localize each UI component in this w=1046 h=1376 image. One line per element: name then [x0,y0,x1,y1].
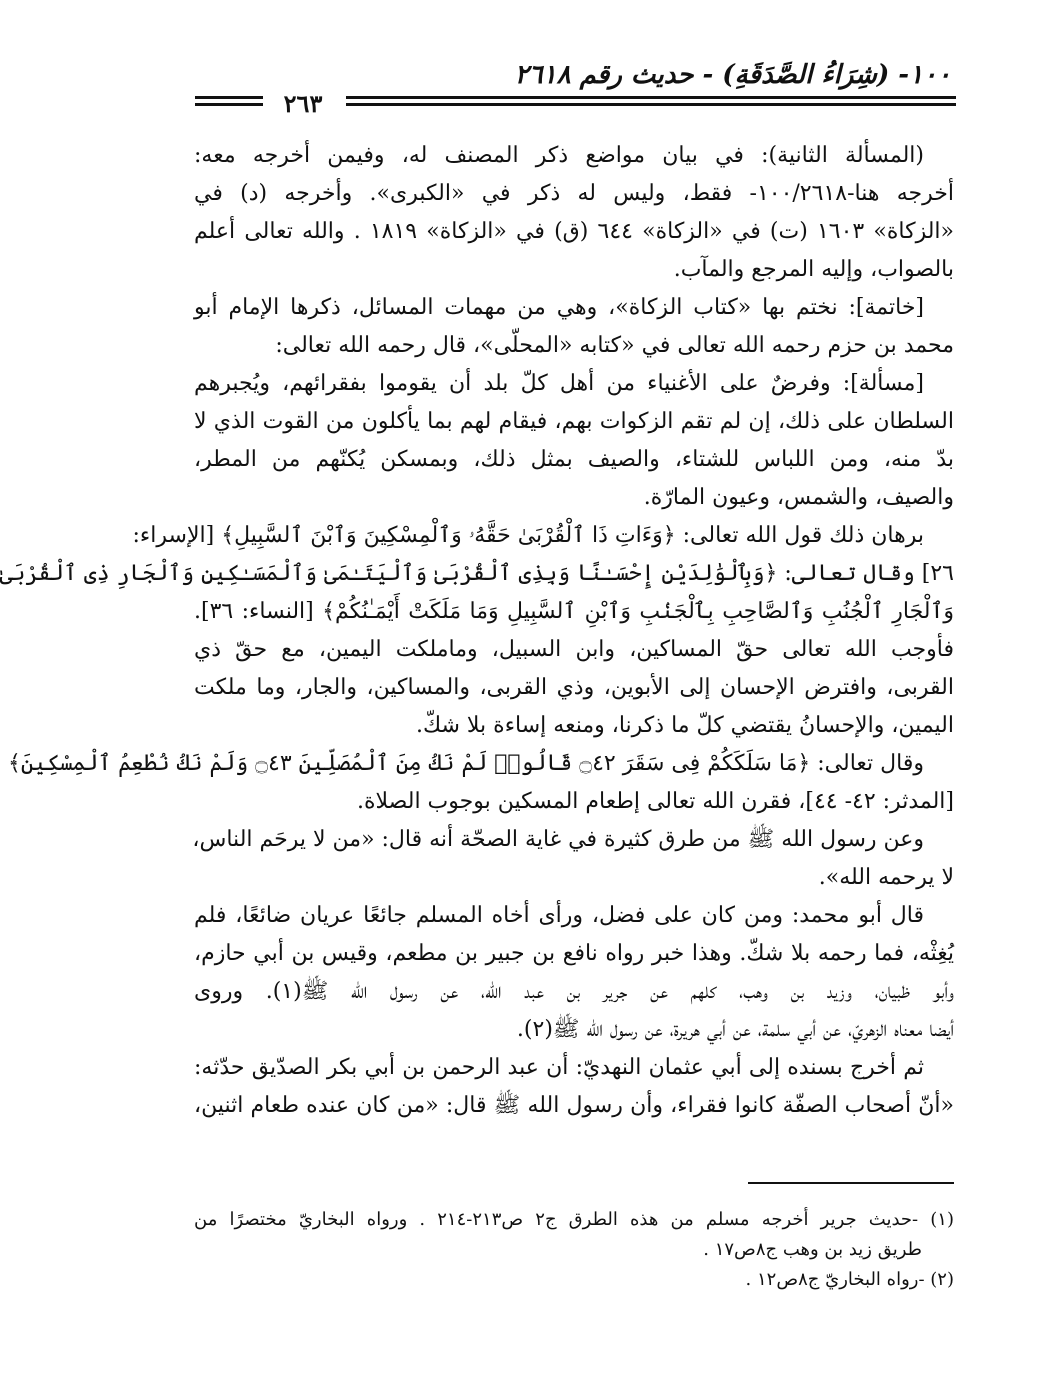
text-line: السلطان على ذلك، إن لم تقم الزكوات بهم، فيقام لهم بما يأكلون من القوت الذي لا [194,409,954,434]
footnote-separator [748,1182,954,1184]
text-line: ٢٦] وقال تعالى: ﴿وَبِٱلْوَٰلِدَيْنِ إِحْسَـٰنًا وَبِذِى ٱلْقُرْبَىٰ وَٱلْيَتَـٰمَىٰ وَٱلْمَسَـٰكِينِ وَٱلْجَارِ ذِى ٱلْقُرْبَىٰ [0,561,954,586]
footnote-line: (٢) -رواه البخاريّ ج٨ص١٢ . [745,1269,954,1290]
text-line: (المسألة الثانية): في بيان مواضع ذكر المصنف له، وفيمن أخرجه معه: [194,143,924,168]
text-line: لا يرحمه الله». [818,865,954,890]
running-header-title: ١٠٠- (شِرَاءُ الصَّدَقَةِ) - حديث رقم ٢٦١٨ [514,60,951,90]
header-rule [195,96,263,99]
header-rule [346,103,956,106]
main-text [0,137,954,1125]
text-line: وقال تعالى: ﴿مَا سَلَكَكُمْ فِى سَقَرَ ۝٤٢ قَالُوا۟ لَمْ نَكُ مِنَ ٱلْمُصَلِّينَ ۝٤٣ وَلَمْ نَكُ نُطْعِمُ ٱلْمِسْكِينَ﴾ [8,751,924,776]
text-line: ثم أخرج بسنده إلى أبي عثمان النهديّ: أن عبد الرحمن بن أبي بكر الصدّيق حدّثه: [194,1055,924,1080]
text-line: «الزكاة» ١٦٠٣ (ت) في «الزكاة» ٦٤٤ (ق) في «الزكاة» ١٨١٩ . والله تعالى أعلم [194,219,954,244]
footnotes [194,1205,954,1295]
text-line: [خاتمة]: نختم بها «كتاب الزكاة»، وهي من مهمات المسائل، ذكرها الإمام أبو [194,295,924,320]
text-line: اليمين، والإحسانُ يقتضي كلّ ما ذكرنا، ومنعه إساءة بلا شكّ. [415,713,954,738]
text-line: برهان ذلك قول الله تعالى: ﴿وَءَاتِ ذَا ٱلْقُرْبَىٰ حَقَّهُۥ وَٱلْمِسْكِينَ وَٱبْنَ ٱلسَّبِيلِ﴾ [الإسراء: [132,523,924,548]
footnote-line: طريق زيد بن وهب ج٨ص١٧ . [703,1239,922,1260]
text-line: بدّ منه، ومن اللباس للشتاء، والصيف بمثل ذلك، وبمسكن يُكنّهم من المطر، [194,447,954,472]
header-rule [346,96,956,99]
text-line: أخرجه هنا-١٠٠/٢٦١٨- فقط، وليس له ذكر في «الكبرى». وأخرجه (د) في [194,181,954,206]
header-rule [195,103,263,106]
text-line: قال أبو محمد: ومن كان على فضل، ورأى أخاه المسلم جائعًا عريان ضائعًا، فلم [194,903,924,928]
page-number: ٢٦٣ [283,89,323,118]
footnote-line: (١) -حديث جرير أخرجه مسلم من هذه الطرق ج٢ ص٢١٣-٢١٤ . ورواه البخاريّ مختصرًا من [194,1209,954,1230]
text-line: [مسألة]: وفرضٌ على الأغنياء من أهل كلّ بلد أن يقوموا بفقرائهم، ويُجبرهم [194,371,924,396]
text-line: والصيف، والشمس، وعيون المارّة. [643,485,954,510]
text-line: «أنّ أصحاب الصفّة كانوا فقراء، وأن رسول الله ﷺ قال: «من كان عنده طعام اثنين، [194,1093,954,1118]
text-line: وَٱلْجَارِ ٱلْجُنُبِ وَٱلصَّاحِبِ بِٱلْجَنۢبِ وَٱبْنِ ٱلسَّبِيلِ وَمَا مَلَكَتْ أَيْمَـٰنُكُمْ﴾ [النساء: ٣٦]. [194,599,954,624]
text-line: وأبو ظبيان، وزيد بن وهب، كلهم عن جرير بن عبد الله، عن رسول الله ﷺ(١). وروى [194,979,954,1004]
text-line: بالصواب، وإليه المرجع والمآب. [673,257,954,282]
text-line: القربى، وافترض الإحسان إلى الأبوين، وذي القربى، والمساكين، والجار، وما ملكت [194,675,954,700]
text-line: وعن رسول الله ﷺ من طرق كثيرة في غاية الصحّة أنه قال: «من لا يرحَم الناس، [192,827,924,852]
text-line: [المدثر: ٤٢- ٤٤]، فقرن الله تعالى إطعام المسكين بوجوب الصلاة. [357,789,954,814]
text-line: محمد بن حزم رحمه الله تعالى في «كتابه «المحلّى»، قال رحمه الله تعالى: [275,333,954,358]
text-line: فأوجب الله تعالى حقّ المساكين، وابن السبيل، وماملكت اليمين، مع حقّ ذي [194,637,954,662]
text-line: أيضا معناه الزهريّ، عن أبي سلمة، عن أبي هريرة، عن رسول الله ﷺ(٢). [516,1017,954,1042]
text-line: يُغِثْه، فما رحمه بلا شكّ. وهذا خبر رواه نافع بن جبير بن مطعم، وقيس بن أبي حازم، [194,941,954,966]
